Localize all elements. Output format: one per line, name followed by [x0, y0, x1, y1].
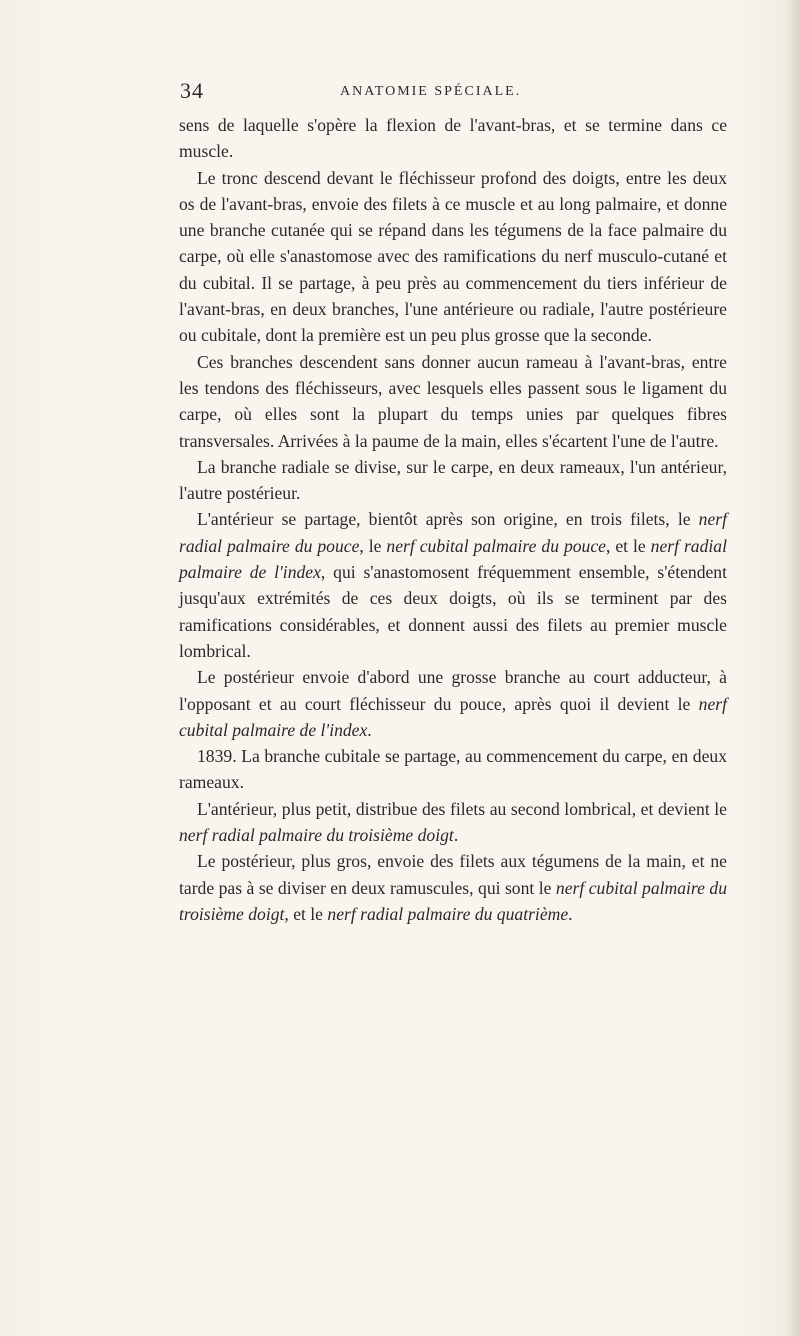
text-run: , et le	[284, 903, 328, 924]
text-run: L'antérieur, plus petit, distribue des filets au second lombrical, et devient le	[197, 798, 727, 819]
paragraph: Le tronc descend devant le fléchisseur profond des doigts, entre les deux os de l'avant-bras, envoie des filets à ce muscle et au long palmaire, et donne une branche cutanée qui se répand dans les tégumens de la face palmaire du carpe, où elle s'anastomose avec des ramifications du nerf musculo-cutané et du cubital. Il se partage, à peu près au commencement du tiers inférieur de l'avant-bras, en deux branches, l'une antérieure ou radiale, l'autre postérieure ou cubitale, dont la première est un peu plus grosse que la seconde.	[179, 167, 727, 346]
nerve-name: nerf cubital palmaire du pouce	[386, 535, 606, 556]
text-run: , et le	[605, 535, 651, 556]
numbered-paragraph: 1839. La branche cubitale se partage, au commencement du carpe, en deux rameaux.	[179, 746, 727, 793]
text-run: , le	[359, 535, 387, 556]
text-run: Le postérieur, plus gros, envoie des filets aux tégumens de la main, et ne tarde pas à se diviser en deux ramuscules, qui sont le	[179, 851, 727, 898]
nerve-name: nerf radial palmaire du quatrième	[327, 903, 569, 924]
body-text	[179, 112, 727, 927]
nerve-name: nerf cubital palmaire de l'index	[179, 693, 727, 740]
text-run: , qui s'anastomosent fréquemment ensemble, s'étendent jusqu'aux extrémités de ces deux doigts, où ils se terminent par des ramifications considérables, et donnent aussi des filets au premier muscle lombrical.	[179, 562, 727, 661]
nerve-name: nerf radial palmaire de l'index	[179, 535, 727, 583]
text-run: Le postérieur envoie d'abord une grosse branche au court adducteur, à l'opposant et au court fléchisseur du pouce, après quoi il devient le	[179, 667, 727, 714]
nerve-name: nerf cubital palmaire du troisième doigt	[179, 877, 727, 924]
page-edge-shadow	[786, 0, 800, 1336]
running-head: ANATOMIE SPÉCIALE.	[340, 84, 522, 99]
text-run: .	[367, 719, 372, 740]
nerve-name: nerf radial palmaire du pouce	[179, 509, 727, 556]
paragraph	[179, 664, 727, 743]
paragraph	[179, 796, 727, 849]
paragraph: sens de laquelle s'opère la flexion de l'avant-bras, et se termine dans ce muscle.	[179, 115, 727, 162]
paragraph: Ces branches descendent sans donner aucun rameau à l'avant-bras, entre les tendons des fléchisseurs, avec lesquels elles passent sous le ligament du carpe, où elles sont la plupart du temps unies par quelques fibres transversales. Arrivées à la paume de la main, elles s'écartent l'une de l'autre.	[179, 351, 727, 451]
text-run: .	[453, 825, 459, 846]
text-run: L'antérieur se partage, bientôt après son origine, en trois filets, le	[197, 509, 699, 530]
page-header	[0, 78, 800, 112]
nerve-name: nerf radial palmaire du troisième doigt	[179, 825, 454, 846]
paragraph	[179, 848, 727, 927]
text-run: .	[568, 903, 573, 924]
paragraph: La branche radiale se divise, sur le carpe, en deux rameaux, l'un antérieur, l'autre postérieur.	[179, 456, 727, 504]
paragraph	[179, 506, 727, 664]
page-number: 34	[180, 78, 204, 103]
